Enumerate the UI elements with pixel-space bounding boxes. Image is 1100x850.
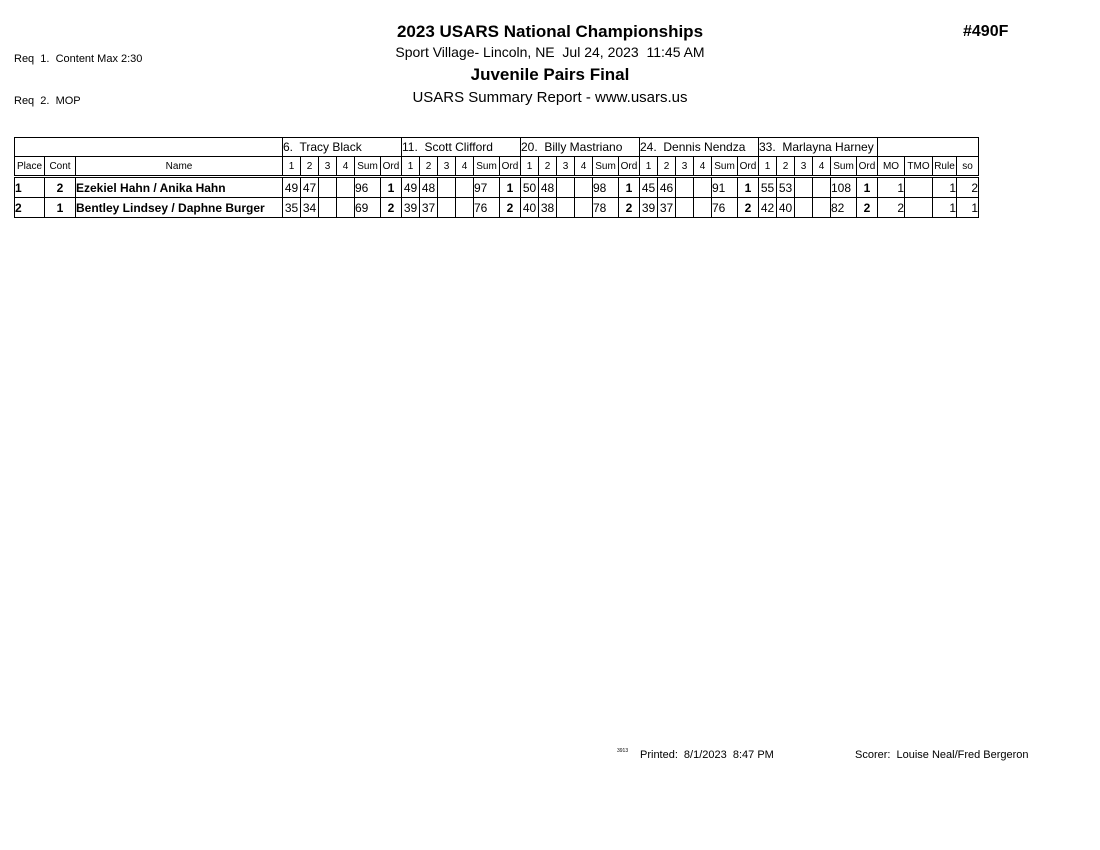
rule-cell: 1 bbox=[933, 198, 957, 218]
mark-cell: 35 bbox=[283, 198, 301, 218]
mark-cell: 39 bbox=[640, 198, 658, 218]
column-header: MO bbox=[878, 157, 905, 177]
judge-header: 6. Tracy Black bbox=[283, 138, 402, 157]
page-title: 2023 USARS National Championships bbox=[396, 22, 704, 41]
sum-cell: 108 bbox=[831, 177, 857, 198]
ord-cell: 2 bbox=[381, 198, 402, 218]
sum-cell: 76 bbox=[474, 198, 500, 218]
mark-cell bbox=[813, 177, 831, 198]
mark-cell: 40 bbox=[521, 198, 539, 218]
column-header: Sum bbox=[831, 157, 857, 177]
cont-cell: 1 bbox=[45, 198, 76, 218]
column-header: 2 bbox=[777, 157, 795, 177]
mark-cell bbox=[337, 198, 355, 218]
judge-header: 33. Marlayna Harney bbox=[759, 138, 878, 157]
ord-cell: 2 bbox=[619, 198, 640, 218]
ord-cell: 2 bbox=[500, 198, 521, 218]
column-header: 2 bbox=[301, 157, 319, 177]
mark-cell: 48 bbox=[539, 177, 557, 198]
name-cell: Bentley Lindsey / Daphne Burger bbox=[76, 198, 283, 218]
mark-cell bbox=[795, 198, 813, 218]
column-header: Ord bbox=[619, 157, 640, 177]
column-header: 2 bbox=[658, 157, 676, 177]
ord-cell: 1 bbox=[619, 177, 640, 198]
scorer-label: Scorer: bbox=[855, 749, 891, 761]
mark-cell bbox=[456, 198, 474, 218]
mark-cell: 37 bbox=[658, 198, 676, 218]
column-header: 1 bbox=[402, 157, 420, 177]
column-header: Name bbox=[76, 157, 283, 177]
mo-cell: 2 bbox=[878, 198, 905, 218]
mark-cell bbox=[676, 198, 694, 218]
rule-cell: 1 bbox=[933, 177, 957, 198]
mark-cell bbox=[575, 198, 593, 218]
event-title: Juvenile Pairs Final bbox=[470, 65, 630, 84]
column-header: 3 bbox=[557, 157, 575, 177]
ord-cell: 1 bbox=[738, 177, 759, 198]
column-header: 1 bbox=[640, 157, 658, 177]
mark-cell: 37 bbox=[420, 198, 438, 218]
column-header: Ord bbox=[381, 157, 402, 177]
cont-cell: 2 bbox=[45, 177, 76, 198]
mark-cell: 38 bbox=[539, 198, 557, 218]
mark-cell bbox=[813, 198, 831, 218]
ord-cell: 1 bbox=[857, 177, 878, 198]
mark-cell: 55 bbox=[759, 177, 777, 198]
ord-cell: 1 bbox=[500, 177, 521, 198]
column-header: Sum bbox=[474, 157, 500, 177]
mark-cell bbox=[438, 198, 456, 218]
ord-cell: 1 bbox=[381, 177, 402, 198]
sum-cell: 97 bbox=[474, 177, 500, 198]
mark-cell: 42 bbox=[759, 198, 777, 218]
mark-cell: 40 bbox=[777, 198, 795, 218]
mark-cell bbox=[337, 177, 355, 198]
sum-cell: 69 bbox=[355, 198, 381, 218]
mark-cell bbox=[694, 198, 712, 218]
printed-line bbox=[640, 749, 774, 761]
column-header: 1 bbox=[283, 157, 301, 177]
place-cell: 2 bbox=[15, 198, 45, 218]
column-header: Sum bbox=[593, 157, 619, 177]
so-cell: 2 bbox=[957, 177, 979, 198]
column-header: 1 bbox=[521, 157, 539, 177]
column-header: 1 bbox=[759, 157, 777, 177]
column-header: so bbox=[957, 157, 979, 177]
column-header: Cont bbox=[45, 157, 76, 177]
scorer-value: Louise Neal/Fred Bergeron bbox=[896, 749, 1029, 761]
column-header: Ord bbox=[857, 157, 878, 177]
results-table bbox=[14, 137, 979, 218]
mark-cell: 50 bbox=[521, 177, 539, 198]
column-header: 3 bbox=[319, 157, 337, 177]
sum-cell: 76 bbox=[712, 198, 738, 218]
mark-cell: 49 bbox=[283, 177, 301, 198]
ord-cell: 2 bbox=[738, 198, 759, 218]
mark-cell: 39 bbox=[402, 198, 420, 218]
column-header: 4 bbox=[694, 157, 712, 177]
version-number: 3913 bbox=[617, 748, 629, 754]
column-header: Sum bbox=[712, 157, 738, 177]
mark-cell: 49 bbox=[402, 177, 420, 198]
column-header: 4 bbox=[575, 157, 593, 177]
column-header: Ord bbox=[738, 157, 759, 177]
column-header: Place bbox=[15, 157, 45, 177]
column-header: TMO bbox=[905, 157, 933, 177]
sum-cell: 91 bbox=[712, 177, 738, 198]
column-header: 2 bbox=[539, 157, 557, 177]
judge-header: 11. Scott Clifford bbox=[402, 138, 521, 157]
mark-cell: 45 bbox=[640, 177, 658, 198]
sum-cell: 96 bbox=[355, 177, 381, 198]
mark-cell bbox=[557, 198, 575, 218]
mark-cell bbox=[438, 177, 456, 198]
column-header: Sum bbox=[355, 157, 381, 177]
mark-cell: 53 bbox=[777, 177, 795, 198]
venue-date-line: Sport Village- Lincoln, NE Jul 24, 2023 11:45 AM bbox=[395, 44, 705, 60]
mark-cell bbox=[456, 177, 474, 198]
judge-header: 24. Dennis Nendza bbox=[640, 138, 759, 157]
table-row bbox=[15, 177, 979, 198]
mark-cell: 34 bbox=[301, 198, 319, 218]
mark-cell bbox=[795, 177, 813, 198]
ord-cell: 2 bbox=[857, 198, 878, 218]
requirement-line: Req 2. MOP bbox=[14, 95, 81, 107]
name-cell: Ezekiel Hahn / Anika Hahn bbox=[76, 177, 283, 198]
column-header: 4 bbox=[337, 157, 355, 177]
so-cell: 1 bbox=[957, 198, 979, 218]
sum-cell: 82 bbox=[831, 198, 857, 218]
sum-cell: 78 bbox=[593, 198, 619, 218]
mark-cell bbox=[319, 198, 337, 218]
column-header: 4 bbox=[813, 157, 831, 177]
column-header: 2 bbox=[420, 157, 438, 177]
printed-label: Printed: bbox=[640, 749, 678, 761]
tail-spacer bbox=[878, 138, 979, 157]
mark-cell: 48 bbox=[420, 177, 438, 198]
column-header: Ord bbox=[500, 157, 521, 177]
mark-cell bbox=[319, 177, 337, 198]
column-header: 3 bbox=[676, 157, 694, 177]
judge-header: 20. Billy Mastriano bbox=[521, 138, 640, 157]
mo-cell: 1 bbox=[878, 177, 905, 198]
event-code: #490F bbox=[963, 23, 1009, 40]
column-header: Rule bbox=[933, 157, 957, 177]
tmo-cell bbox=[905, 177, 933, 198]
results-table-container bbox=[14, 137, 979, 218]
mark-cell bbox=[694, 177, 712, 198]
mark-cell: 46 bbox=[658, 177, 676, 198]
report-type-line: USARS Summary Report - www.usars.us bbox=[412, 89, 688, 106]
corner-spacer bbox=[15, 138, 283, 157]
printed-value: 8/1/2023 8:47 PM bbox=[683, 749, 774, 761]
mark-cell bbox=[557, 177, 575, 198]
column-header: 3 bbox=[438, 157, 456, 177]
requirement-line: Req 1. Content Max 2:30 bbox=[14, 53, 143, 65]
column-header: 3 bbox=[795, 157, 813, 177]
column-header: 4 bbox=[456, 157, 474, 177]
mark-cell: 47 bbox=[301, 177, 319, 198]
tmo-cell bbox=[905, 198, 933, 218]
mark-cell bbox=[676, 177, 694, 198]
table-row bbox=[15, 198, 979, 218]
scorer-line bbox=[855, 749, 1029, 761]
mark-cell bbox=[575, 177, 593, 198]
sum-cell: 98 bbox=[593, 177, 619, 198]
place-cell: 1 bbox=[15, 177, 45, 198]
